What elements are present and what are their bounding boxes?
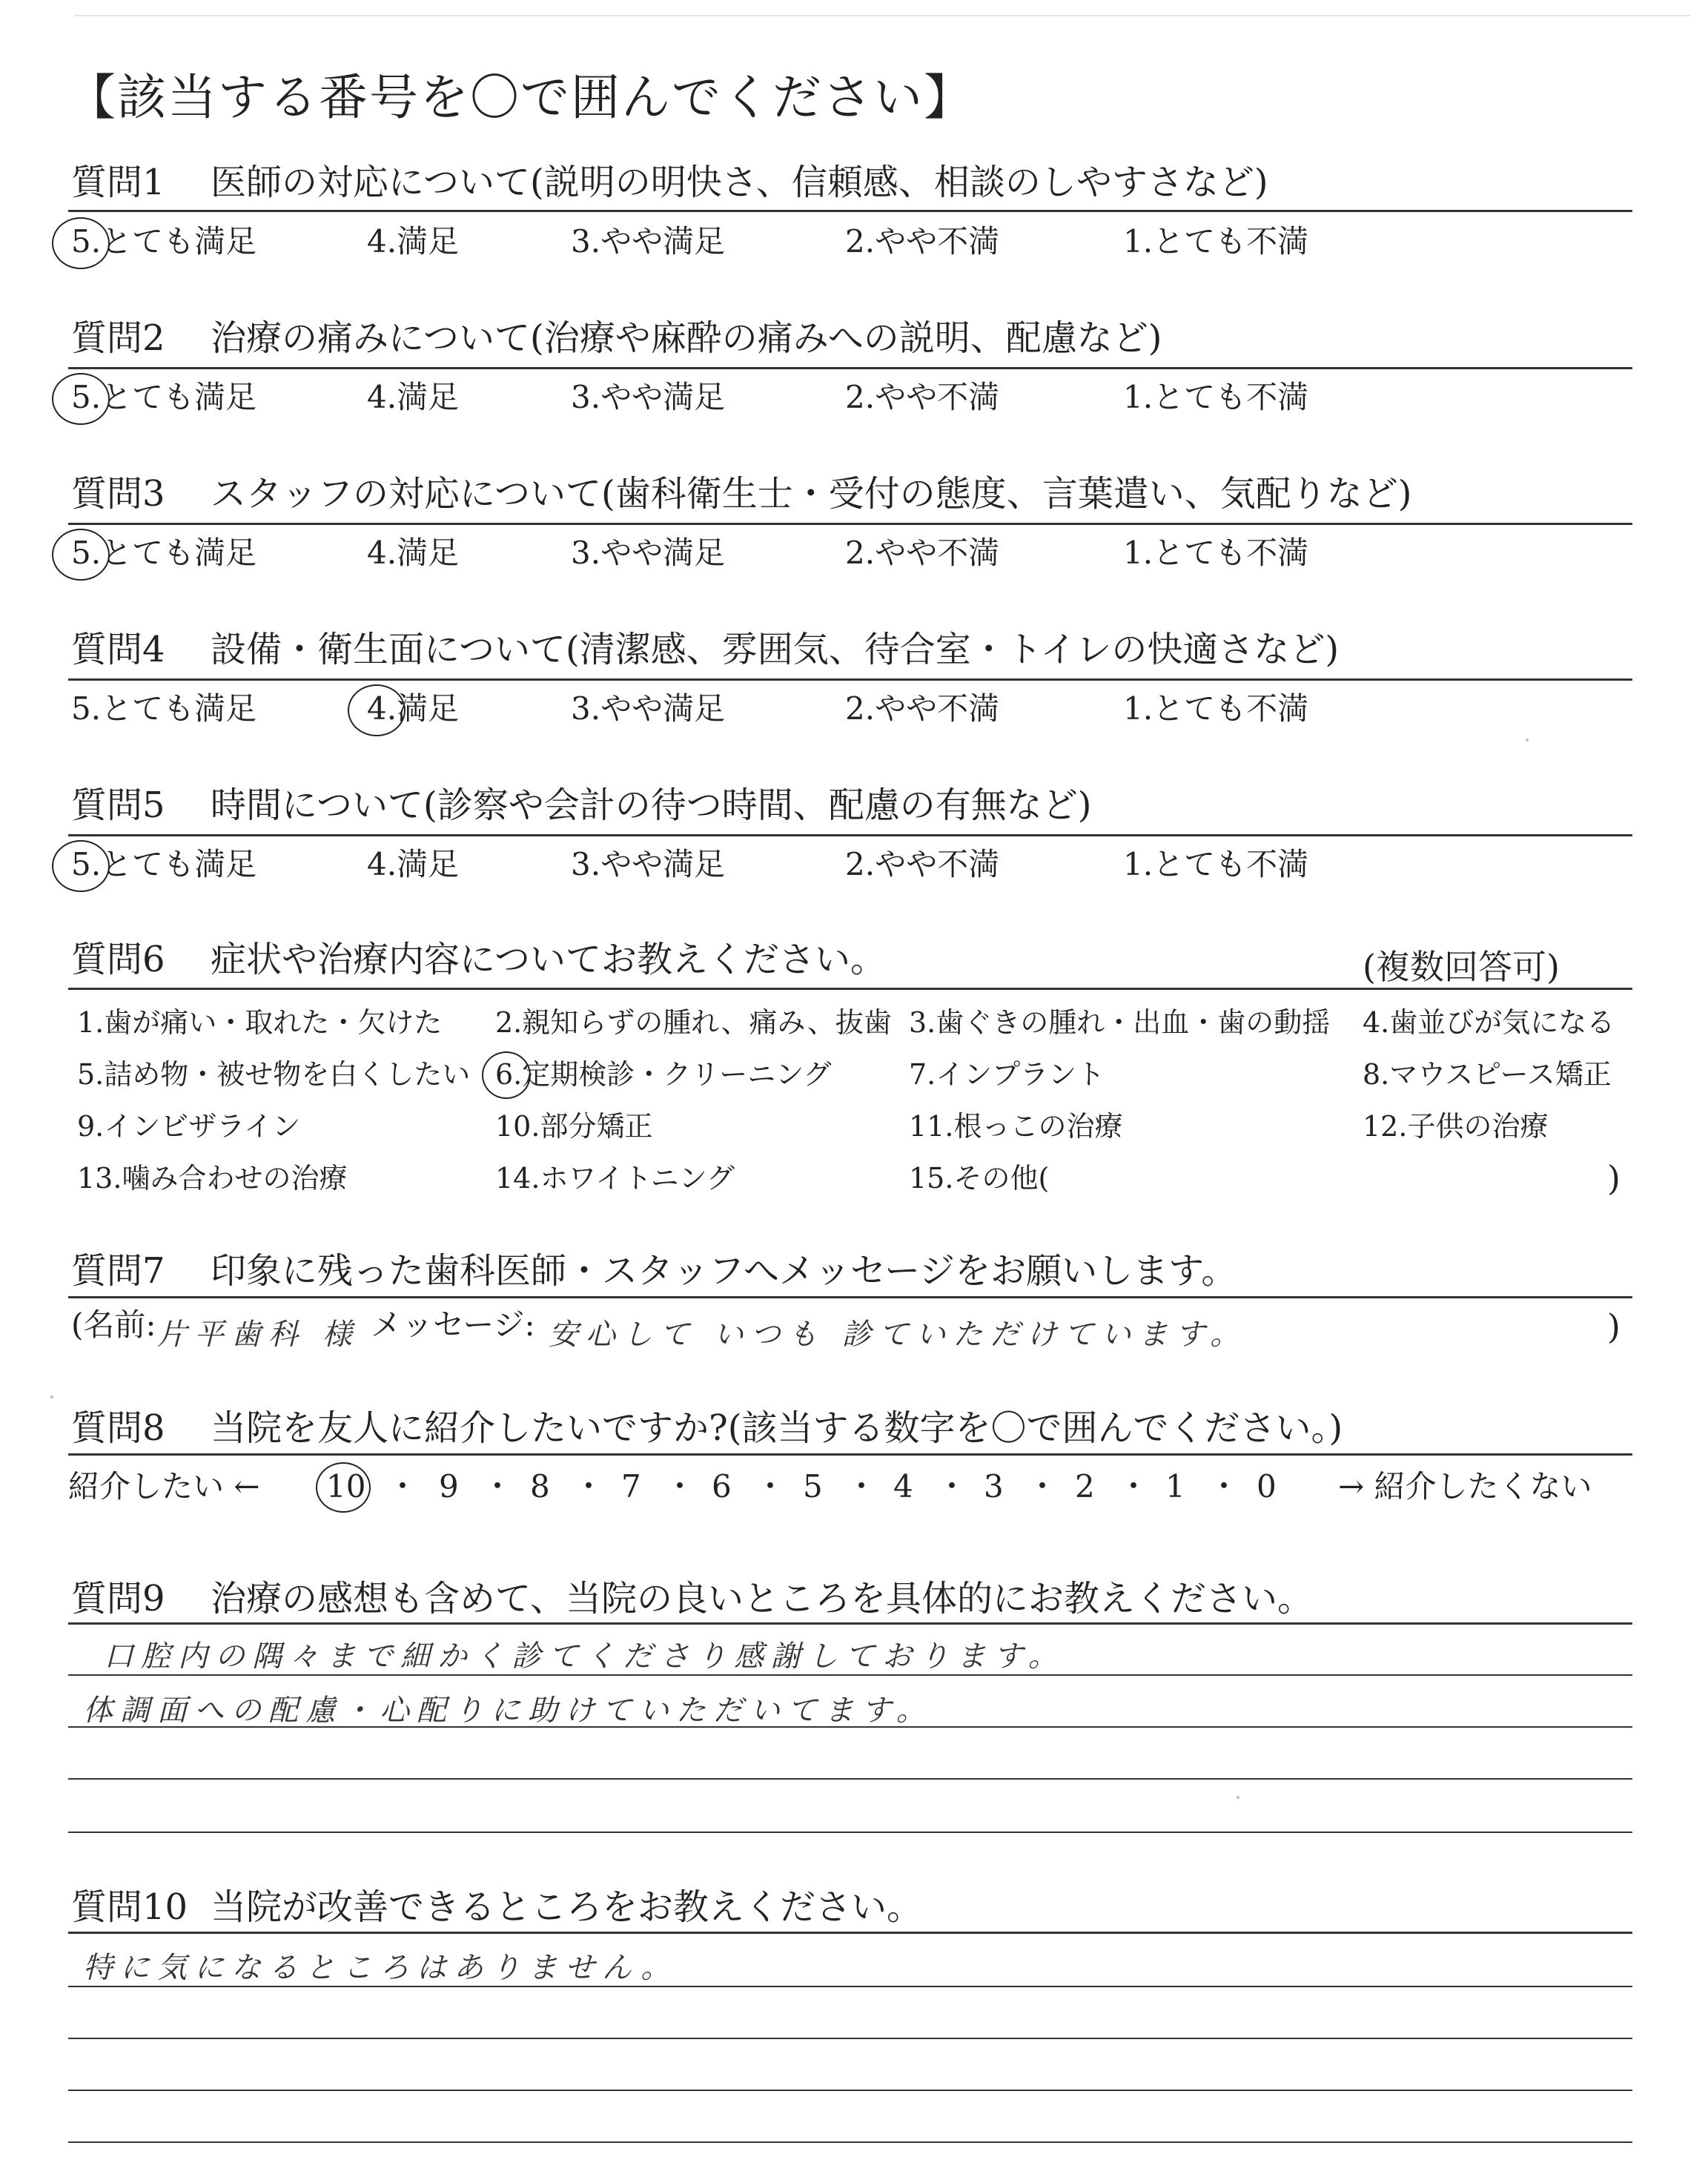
rating-options-q4 (0, 690, 1708, 738)
question-number: 質問7 (71, 1250, 165, 1292)
selected-circle (316, 1462, 371, 1513)
question-text: 治療の痛みについて(治療や麻酔の痛みへの説明、配慮など) (211, 317, 1162, 359)
scale-separator: ・ (573, 1468, 605, 1505)
scale-value[interactable]: 2 (1075, 1468, 1095, 1505)
option-number: 5. (71, 846, 102, 882)
q6-option[interactable] (909, 1060, 1105, 1089)
option-number: 4. (367, 223, 397, 260)
option-label: とても不満 (1153, 690, 1309, 727)
question-3 (71, 473, 1412, 515)
option-number: 8. (1363, 1058, 1390, 1091)
option-number: 1. (1123, 690, 1153, 727)
scale-value[interactable]: 1 (1165, 1468, 1185, 1505)
scan-speck (1237, 1796, 1239, 1799)
question-text: 症状や治療内容についてお教えください。 (211, 939, 887, 980)
writing-line (68, 1986, 1632, 1987)
scale-value[interactable]: 6 (712, 1468, 732, 1505)
scale-separator: ・ (387, 1468, 419, 1505)
scan-speck (50, 1396, 53, 1398)
option-label: とても不満 (1153, 223, 1309, 260)
option-label: 満足 (397, 379, 460, 415)
option-number: 2. (845, 223, 875, 260)
rating-option[interactable] (845, 379, 1000, 415)
other-close-paren: ) (1607, 1158, 1621, 1198)
option-number: 1. (1123, 535, 1153, 571)
selected-circle (52, 217, 110, 269)
top-border (74, 15, 1690, 16)
scale-value[interactable]: 3 (984, 1468, 1004, 1505)
option-number: 2. (845, 535, 875, 571)
option-label: やや満足 (600, 535, 726, 571)
option-label: とても満足 (101, 690, 257, 727)
rating-option[interactable] (571, 379, 726, 415)
option-label: やや不満 (875, 690, 1000, 727)
rating-options-q3 (0, 535, 1708, 582)
rating-option[interactable] (367, 846, 460, 882)
option-number: 5. (71, 379, 102, 415)
rating-options-q5 (0, 846, 1708, 894)
option-label: インビザライン (104, 1110, 301, 1143)
rating-option[interactable] (1123, 535, 1309, 571)
q6-option[interactable] (1363, 1110, 1549, 1143)
question-divider (68, 1453, 1632, 1456)
q6-option[interactable] (1363, 1060, 1612, 1089)
option-number: 5. (71, 690, 102, 727)
handwritten-answer-line-1: 特に気になるところはありません。 (83, 1951, 678, 1985)
option-number: 2. (845, 379, 875, 415)
selected-circle (348, 684, 406, 736)
option-number: 5. (71, 535, 102, 571)
option-label: 部分矯正 (540, 1110, 653, 1143)
option-number: 1. (77, 1006, 105, 1039)
selected-circle (482, 1051, 531, 1099)
option-label: 満足 (397, 223, 460, 260)
rating-option[interactable] (571, 690, 726, 727)
scale-value[interactable]: 10 (326, 1468, 366, 1505)
option-label: とても満足 (101, 379, 257, 415)
scale-left-label: 紹介したい ← (68, 1468, 260, 1505)
rating-option[interactable] (845, 223, 1000, 260)
option-number: 7. (909, 1058, 936, 1091)
q6-option[interactable] (495, 1162, 735, 1195)
writing-line (68, 2038, 1632, 2039)
question-number: 質問4 (71, 629, 165, 670)
q6-option[interactable] (909, 1110, 1123, 1143)
question-number: 質問9 (71, 1578, 165, 1619)
scale-value[interactable]: 8 (530, 1468, 550, 1505)
option-label: 満足 (397, 846, 460, 882)
q6-option[interactable] (1363, 1008, 1615, 1037)
question-number: 質問3 (71, 473, 165, 515)
scale-separator: ・ (846, 1468, 878, 1505)
option-label: 子供の治療 (1407, 1110, 1549, 1143)
option-label: やや満足 (600, 379, 726, 415)
writing-line (68, 1674, 1632, 1676)
rating-option[interactable] (845, 690, 1000, 727)
option-number: 1. (1123, 223, 1153, 260)
scale-right-label: → 紹介したくない (1338, 1468, 1592, 1505)
q6-option[interactable] (77, 1110, 301, 1143)
handwritten-name: 片平歯科 様 (157, 1318, 360, 1352)
rating-options-q2 (0, 379, 1708, 426)
question-6 (71, 939, 887, 980)
question-text: 設備・衛生面について(清潔感、雰囲気、待合室・トイレの快適さなど) (211, 629, 1340, 670)
option-number: 2. (845, 690, 875, 727)
rating-option[interactable] (1123, 379, 1309, 415)
option-label: とても不満 (1153, 535, 1309, 571)
message-label: メッセージ: (371, 1307, 535, 1343)
question-text: 医師の対応について(説明の明快さ、信頼感、相談のしやすさなど) (211, 162, 1268, 203)
question-10 (71, 1886, 923, 1928)
option-number: 4. (1363, 1006, 1390, 1039)
question-text: 当院が改善できるところをお教えください。 (211, 1886, 923, 1928)
option-label: 歯並びが気になる (1389, 1006, 1615, 1039)
q6-option[interactable] (495, 1060, 832, 1089)
option-number: 9. (77, 1110, 105, 1143)
handwritten-answer-line-2: 体調面への配慮・心配りに助けていただいてます。 (83, 1694, 933, 1728)
option-number: 3. (571, 379, 601, 415)
q6-option[interactable] (77, 1008, 442, 1037)
q6-option[interactable] (495, 1110, 653, 1143)
question-divider (68, 1296, 1632, 1298)
handwritten-message: 安心して いつも 診ていただけています。 (549, 1318, 1248, 1352)
option-number: 3. (571, 690, 601, 727)
question-divider (68, 834, 1632, 836)
question-number: 質問10 (71, 1886, 188, 1928)
rating-option[interactable] (1123, 223, 1309, 260)
option-number: 12. (1363, 1110, 1408, 1143)
rating-option[interactable] (1123, 690, 1309, 727)
option-label: 根っこの治療 (953, 1110, 1123, 1143)
question-2 (71, 317, 1162, 359)
question-divider (68, 523, 1632, 525)
rating-option[interactable] (367, 379, 460, 415)
question-number: 質問5 (71, 785, 165, 826)
question-9 (71, 1578, 1314, 1619)
question-text: 当院を友人に紹介したいですか?(該当する数字を〇で囲んでください。) (211, 1407, 1343, 1449)
writing-line (68, 1832, 1632, 1833)
rating-option[interactable] (71, 690, 257, 727)
question-divider (68, 210, 1632, 212)
option-number: 13. (77, 1162, 122, 1195)
scale-value[interactable]: 5 (803, 1468, 823, 1505)
rating-option[interactable] (571, 846, 726, 882)
writing-line (68, 2141, 1632, 2143)
rating-option[interactable] (1123, 846, 1309, 882)
scale-value[interactable]: 0 (1257, 1468, 1277, 1505)
option-number: 15. (909, 1162, 954, 1195)
option-label: やや不満 (875, 379, 1000, 415)
question-divider (68, 988, 1632, 990)
option-label: ホワイトニング (540, 1162, 735, 1195)
selected-circle (52, 529, 110, 581)
option-label: やや満足 (600, 846, 726, 882)
handwritten-answer-line-1: 口腔内の隅々まで細かく診てくださり感謝しております。 (104, 1639, 1065, 1674)
option-number: 2. (495, 1006, 523, 1039)
option-label: とても満足 (101, 223, 257, 260)
option-number: 4. (367, 690, 397, 727)
scale-value[interactable]: 4 (893, 1468, 913, 1505)
writing-line (68, 2090, 1632, 2091)
option-number: 1. (1123, 846, 1153, 882)
multiple-answers-note: (複数回答可) (1363, 947, 1560, 987)
selected-circle (52, 373, 110, 425)
option-label: やや不満 (875, 846, 1000, 882)
question-number: 質問1 (71, 162, 165, 203)
option-label: やや満足 (600, 223, 726, 260)
scale-separator: ・ (664, 1468, 696, 1505)
scale-value[interactable]: 7 (621, 1468, 641, 1505)
scan-speck (1526, 739, 1529, 742)
scale-separator: ・ (1118, 1468, 1150, 1505)
question-1 (71, 162, 1268, 203)
question-7 (71, 1250, 1237, 1292)
question-divider (68, 678, 1632, 681)
option-label: 定期検診・クリーニング (522, 1058, 832, 1091)
question-number: 質問8 (71, 1407, 165, 1449)
rating-options-q1 (0, 223, 1708, 271)
option-number: 1. (1123, 379, 1153, 415)
option-number: 3. (571, 535, 601, 571)
question-text: 印象に残った歯科医師・スタッフへメッセージをお願いします。 (211, 1250, 1237, 1292)
option-number: 5. (71, 223, 102, 260)
question-5 (71, 785, 1092, 826)
question-divider (68, 367, 1632, 369)
option-number: 3. (909, 1006, 936, 1039)
writing-line (68, 1726, 1632, 1728)
option-label: 歯が痛い・取れた・欠けた (104, 1006, 443, 1039)
option-number: 2. (845, 846, 875, 882)
rating-option[interactable] (367, 223, 460, 260)
question-text: スタッフの対応について(歯科衛生士・受付の態度、言葉遣い、気配りなど) (211, 473, 1412, 515)
question-divider (68, 1932, 1632, 1934)
option-label: とても不満 (1153, 846, 1309, 882)
question-4 (71, 629, 1340, 670)
option-label: やや不満 (875, 223, 1000, 260)
option-label: 満足 (397, 690, 460, 727)
option-number: 3. (571, 223, 601, 260)
writing-line (68, 1778, 1632, 1780)
q6-option[interactable] (909, 1162, 1050, 1195)
option-number: 4. (367, 379, 397, 415)
option-label: 噛み合わせの治療 (122, 1162, 348, 1195)
option-label: とても満足 (101, 846, 257, 882)
option-label: やや不満 (875, 535, 1000, 571)
scale-separator: ・ (1208, 1468, 1240, 1505)
option-number: 5. (77, 1058, 105, 1091)
option-number: 11. (909, 1110, 954, 1143)
scale-separator: ・ (1027, 1468, 1059, 1505)
question-8 (71, 1407, 1343, 1449)
option-label: マウスピース矯正 (1389, 1058, 1612, 1091)
question-text: 時間について(診察や会計の待つ時間、配慮の有無など) (211, 785, 1092, 826)
rating-option[interactable] (845, 535, 1000, 571)
scale-separator: ・ (755, 1468, 787, 1505)
name-field-prefix: (名前: (71, 1307, 156, 1343)
option-label: 親知らずの腫れ、痛み、抜歯 (522, 1006, 892, 1039)
q6-option[interactable] (909, 1008, 1330, 1037)
question-number: 質問6 (71, 939, 165, 980)
message-close-paren: ) (1607, 1307, 1621, 1347)
option-label: インプラント (936, 1058, 1105, 1091)
question-text: 治療の感想も含めて、当院の良いところを具体的にお教えください。 (211, 1578, 1314, 1619)
rating-option[interactable] (845, 846, 1000, 882)
option-label: 満足 (397, 535, 460, 571)
rating-option[interactable] (571, 223, 726, 260)
option-number: 3. (571, 846, 601, 882)
option-number: 6. (495, 1058, 523, 1091)
question-divider (68, 1622, 1632, 1625)
rating-option[interactable] (367, 535, 460, 571)
q6-option[interactable] (77, 1060, 470, 1089)
form-title: 【該当する番号を〇で囲んでください】 (67, 69, 974, 126)
scale-separator: ・ (936, 1468, 968, 1505)
option-number: 4. (367, 846, 397, 882)
q6-option[interactable] (77, 1162, 348, 1195)
rating-option[interactable] (571, 535, 726, 571)
option-label: とても満足 (101, 535, 257, 571)
option-label: とても不満 (1153, 379, 1309, 415)
question-number: 質問2 (71, 317, 165, 359)
scale-value[interactable]: 9 (439, 1468, 459, 1505)
option-label: 詰め物・被せ物を白くしたい (104, 1058, 471, 1091)
option-number: 10. (495, 1110, 540, 1143)
option-number: 4. (367, 535, 397, 571)
option-number: 14. (495, 1162, 540, 1195)
q6-option[interactable] (495, 1008, 892, 1037)
selected-circle (52, 840, 110, 892)
scale-separator: ・ (482, 1468, 514, 1505)
option-label: やや満足 (600, 690, 726, 727)
option-label: その他( (953, 1162, 1050, 1195)
option-label: 歯ぐきの腫れ・出血・歯の動揺 (936, 1006, 1331, 1039)
